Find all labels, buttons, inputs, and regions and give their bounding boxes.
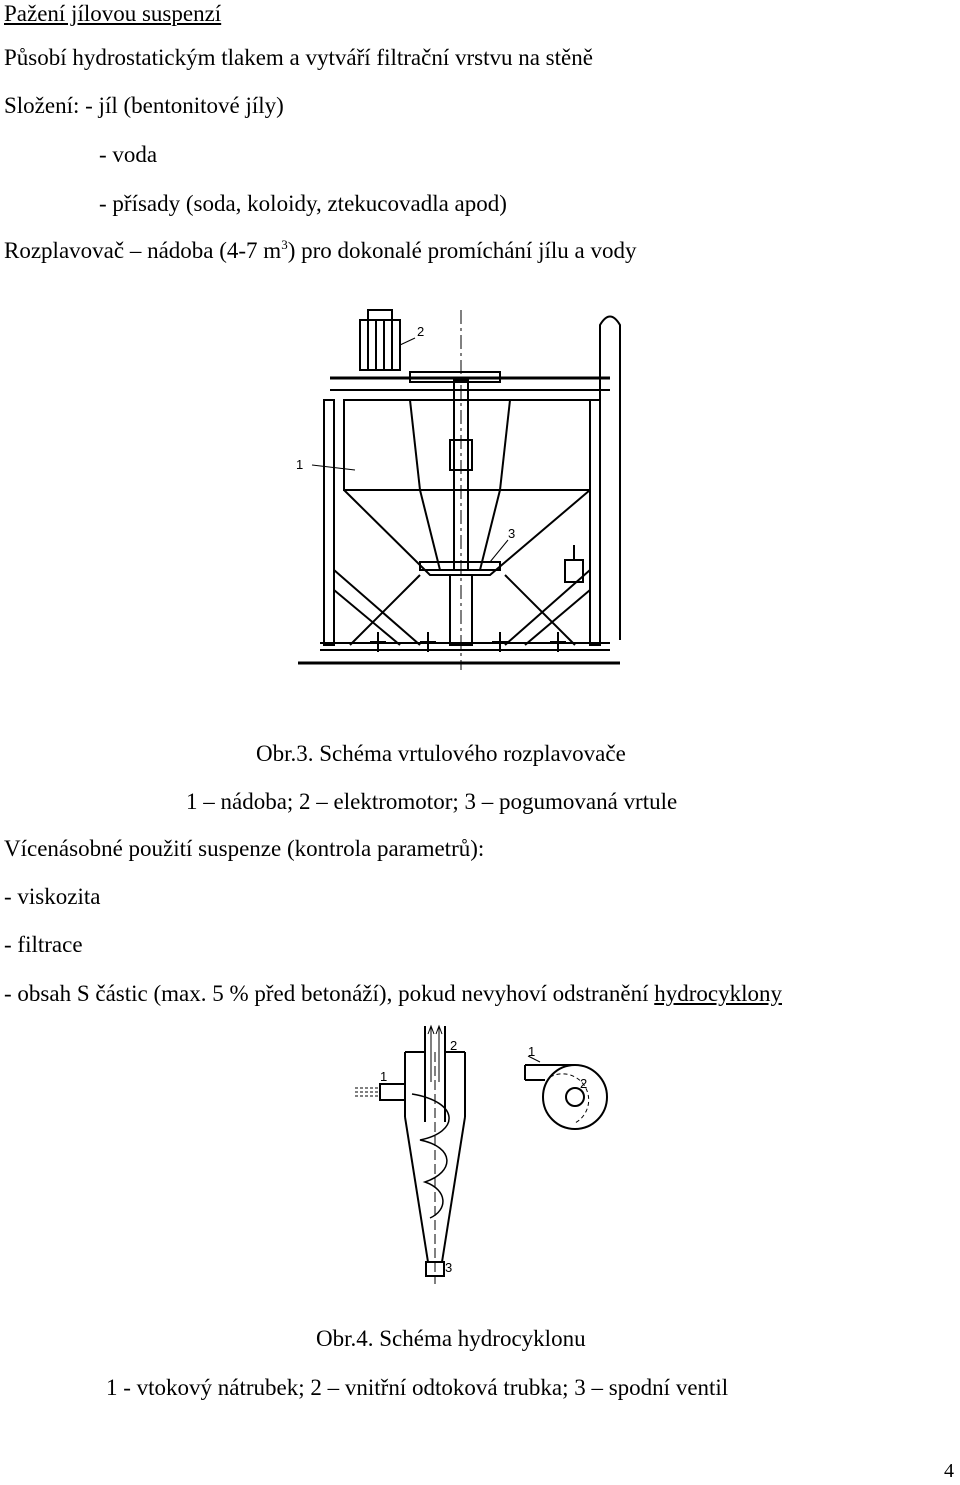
figure4-topview-label-2: 2	[580, 1076, 588, 1091]
figure3-caption: Obr.3. Schéma vrtulového rozplavovače	[256, 741, 626, 766]
figure4-label-2: 2	[450, 1038, 458, 1053]
figure4-topview-label-1: 1	[528, 1044, 536, 1059]
composition-item: - voda	[99, 142, 158, 167]
page-heading: Pažení jílovou suspenzí	[4, 1, 222, 26]
figure3-legend: 1 – nádoba; 2 – elektromotor; 3 – pogumovaná vrtule	[186, 789, 678, 814]
figure4-label-1: 1	[380, 1069, 388, 1084]
figure4-caption: Obr.4. Schéma hydrocyklonu	[316, 1326, 586, 1351]
figure4-legend: 1 - vtokový nátrubek; 2 – vnitřní odtoková trubka; 3 – spodní ventil	[106, 1375, 729, 1400]
figure4-label-3: 3	[445, 1260, 453, 1275]
hydrocyclone-term: hydrocyklony	[654, 981, 782, 1006]
hydrocyclone-schematic	[340, 1022, 630, 1290]
reuse-item-last-text: - obsah S částic (max. 5 % před betonáží), pokud nevyhoví odstranění	[4, 981, 655, 1006]
reuse-item-last	[4, 980, 782, 1008]
composition-label: Složení:	[4, 93, 80, 118]
reuse-title: Vícenásobné použití suspenze (kontrola parametrů):	[4, 836, 485, 861]
figure3-label-2: 2	[417, 324, 425, 339]
mixer-schematic	[290, 300, 630, 680]
mixer-description	[4, 237, 636, 265]
composition-item: - přísady (soda, koloidy, ztekucovadla apod)	[99, 191, 507, 216]
figure3-label-1: 1	[296, 457, 304, 472]
composition-line	[4, 92, 284, 120]
intro-text: Působí hydrostatickým tlakem a vytváří filtrační vrstvu na stěně	[4, 45, 593, 70]
composition-item: - jíl (bentonitové jíly)	[85, 93, 284, 118]
reuse-item: - filtrace	[4, 932, 83, 957]
mixer-superscript: 3	[281, 237, 288, 252]
mixer-text-before: Rozplavovač – nádoba (4-7 m	[4, 238, 282, 263]
page-number: 4	[944, 1460, 954, 1482]
reuse-item: - viskozita	[4, 884, 101, 909]
figure3-label-3: 3	[508, 526, 516, 541]
mixer-text-after: ) pro dokonalé promíchání jílu a vody	[287, 238, 637, 263]
